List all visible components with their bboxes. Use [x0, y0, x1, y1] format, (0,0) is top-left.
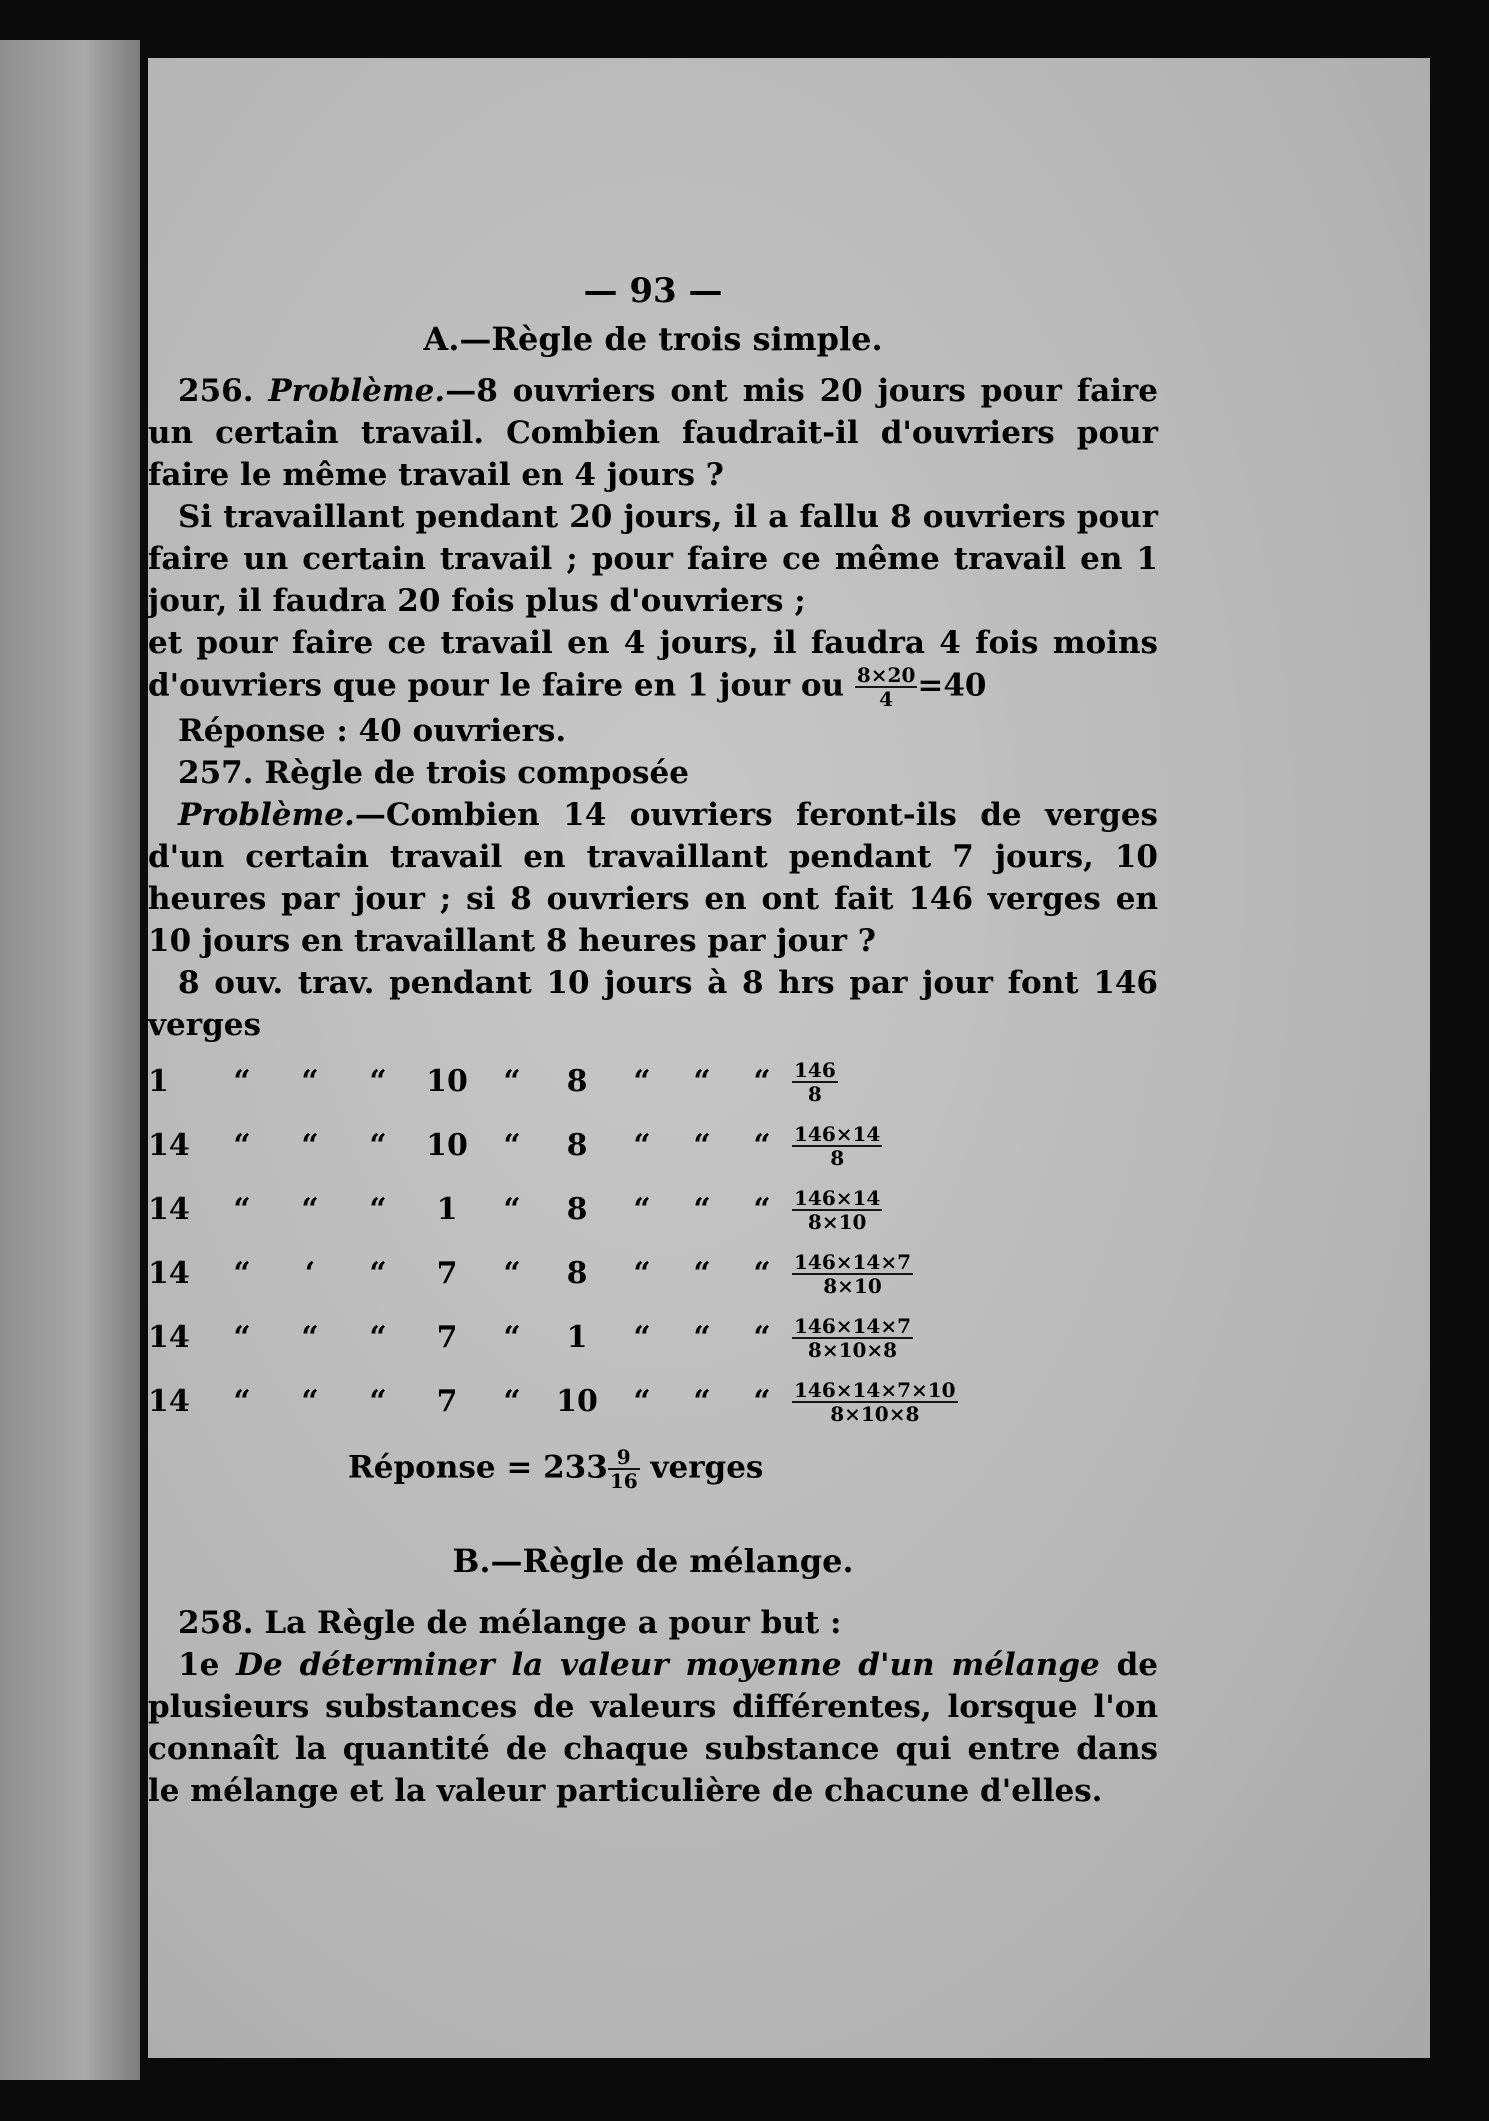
paragraph-256-text: —8 ouvriers ont mis 20 jours pour faire un certain travail. Combien faudrait-il d'ouvriers pour faire le même travail en 4 jours ?: [148, 373, 1158, 493]
row-days: 10: [426, 1064, 468, 1099]
page-content: [148, 270, 1158, 1812]
row-ditto: “: [233, 1256, 251, 1291]
paragraph-257: [148, 794, 1158, 962]
row-ditto: “: [753, 1256, 771, 1291]
row-ditto: “: [753, 1064, 771, 1099]
paragraph-256-label: Problème.: [268, 373, 446, 409]
row-days: 7: [436, 1256, 458, 1291]
row-ditto: “: [301, 1320, 319, 1355]
fraction-numerator: 8×20: [856, 663, 916, 687]
row-workers: 14: [148, 1192, 190, 1227]
paragraph-258-text: La Règle de mélange a pour but :: [264, 1605, 842, 1641]
computation-row: [148, 1114, 1158, 1178]
row-fraction-denominator: 8×10×8: [830, 1402, 920, 1426]
row-ditto: “: [633, 1320, 651, 1355]
row-fraction-cell: [792, 1114, 1158, 1178]
row-fraction-denominator: 8: [807, 1082, 822, 1106]
row-ditto: “: [503, 1256, 521, 1291]
row-fraction: [792, 1379, 958, 1425]
row-days: 1: [436, 1192, 458, 1227]
row-ditto: “: [233, 1128, 251, 1163]
paragraph-256-explanation-1: Si travaillant pendant 20 jours, il a fallu 8 ouvriers pour faire un certain travail ; pour faire ce même travail en 1 jour, il faudra 20 fois plus d'ouvriers ;: [148, 499, 1158, 619]
row-days: 7: [436, 1320, 458, 1355]
row-fraction-cell: [792, 1178, 1158, 1242]
row-workers: 14: [148, 1256, 190, 1291]
section-a-title: A.—Règle de trois simple.: [423, 320, 883, 358]
row-ditto: “: [233, 1384, 251, 1419]
row-fraction-numerator: 146×14×7: [794, 1314, 912, 1338]
paragraph-257-first-line: 8 ouv. trav. pendant 10 jours à 8 hrs par jour font 146 verges: [148, 965, 1158, 1043]
item-1-italic: De déterminer la valeur moyenne d'un mélange: [236, 1647, 1100, 1683]
row-ditto: “: [633, 1128, 651, 1163]
row-ditto: “: [693, 1384, 711, 1419]
row-ditto: “: [233, 1320, 251, 1355]
computation-row: [148, 1242, 1158, 1306]
row-ditto: “: [503, 1064, 521, 1099]
item-1-text: de plusieurs substances de valeurs différentes, lorsque l'on connaît la quantité de chaque substance qui entre dans le mélange et la valeur particulière de chacune d'elles.: [148, 1647, 1158, 1809]
paragraph-257-label: Problème.: [178, 797, 355, 833]
row-fraction-denominator: 8×10: [823, 1274, 882, 1298]
row-hours: 8: [566, 1256, 588, 1291]
row-ditto: “: [301, 1128, 319, 1163]
fraction-denominator: 4: [879, 687, 894, 711]
row-fraction-numerator: 146×14: [794, 1122, 881, 1146]
row-ditto: “: [301, 1192, 319, 1227]
row-ditto: “: [503, 1320, 521, 1355]
row-fraction: [792, 1315, 913, 1361]
paragraph-256-answer: Réponse : 40 ouvriers.: [178, 713, 567, 749]
row-fraction: [792, 1187, 882, 1233]
answer-fraction: [608, 1446, 640, 1492]
row-ditto: “: [693, 1128, 711, 1163]
row-ditto: ‘: [304, 1256, 316, 1291]
row-workers: 14: [148, 1320, 190, 1355]
row-hours: 8: [566, 1128, 588, 1163]
row-ditto: “: [753, 1128, 771, 1163]
row-fraction-denominator: 8: [830, 1146, 845, 1170]
row-ditto: “: [369, 1128, 387, 1163]
paragraph-257-answer: [348, 1446, 1158, 1492]
row-hours: 1: [566, 1320, 588, 1355]
row-ditto: “: [633, 1064, 651, 1099]
row-ditto: “: [503, 1192, 521, 1227]
fraction-8x20-over-4: [855, 664, 918, 710]
paragraph-257-title: Règle de trois composée: [264, 755, 689, 791]
paragraph-258-number: 258.: [178, 1605, 254, 1641]
row-days: 7: [436, 1384, 458, 1419]
row-fraction: [792, 1123, 882, 1169]
row-ditto: “: [233, 1192, 251, 1227]
row-ditto: “: [633, 1192, 651, 1227]
paragraph-257-number: 257.: [178, 755, 254, 791]
fraction-result: =40: [917, 667, 987, 704]
answer-suffix: verges: [639, 1449, 764, 1486]
paragraph-258: [148, 1602, 1158, 1644]
row-ditto: “: [369, 1320, 387, 1355]
row-fraction-cell: [792, 1306, 1158, 1370]
row-ditto: “: [369, 1384, 387, 1419]
row-fraction-denominator: 8×10: [807, 1210, 867, 1234]
row-ditto: “: [693, 1320, 711, 1355]
row-days: 10: [426, 1128, 468, 1163]
row-ditto: “: [301, 1064, 319, 1099]
row-hours: 8: [566, 1192, 588, 1227]
row-workers: 14: [148, 1128, 190, 1163]
row-ditto: “: [369, 1192, 387, 1227]
row-ditto: “: [633, 1384, 651, 1419]
row-ditto: “: [503, 1128, 521, 1163]
row-fraction-numerator: 146×14×7×10: [794, 1378, 956, 1402]
row-fraction-numerator: 146: [794, 1058, 836, 1082]
computation-row: [148, 1370, 1158, 1434]
row-hours: 10: [556, 1384, 598, 1419]
row-fraction-cell: [792, 1050, 1158, 1114]
paragraph-258-item-1: [148, 1644, 1158, 1812]
row-ditto: “: [369, 1064, 387, 1099]
row-fraction-denominator: 8×10×8: [807, 1338, 898, 1362]
row-ditto: “: [693, 1192, 711, 1227]
computation-row: [148, 1306, 1158, 1370]
answer-fraction-denominator: 16: [609, 1469, 638, 1493]
row-fraction: [792, 1059, 838, 1105]
row-workers: 14: [148, 1384, 190, 1419]
row-hours: 8: [566, 1064, 588, 1099]
row-ditto: “: [753, 1320, 771, 1355]
page-number: — 93 —: [583, 271, 723, 311]
computation-row: [148, 1050, 1158, 1114]
row-ditto: “: [233, 1064, 251, 1099]
row-ditto: “: [753, 1192, 771, 1227]
row-ditto: “: [369, 1256, 387, 1291]
section-b-title: B.—Règle de mélange.: [452, 1542, 854, 1580]
row-fraction-numerator: 146×14: [794, 1186, 881, 1210]
paragraph-256-number: 256.: [178, 373, 254, 409]
paragraph-256: [148, 370, 1158, 496]
paragraph-257-text: —Combien 14 ouvriers feront-ils de verges d'un certain travail en travaillant pendant 7 jours, 10 heures par jour ; si 8 ouvriers en ont fait 146 verges en 10 jours en travaillant 8 heures par jour ?: [148, 797, 1158, 959]
row-workers: 1: [148, 1064, 169, 1099]
left-page-edge: [0, 40, 140, 2080]
paragraph-257-heading: [148, 752, 1158, 794]
computation-row: [148, 1178, 1158, 1242]
row-ditto: “: [503, 1384, 521, 1419]
row-fraction-cell: [792, 1242, 1158, 1306]
row-ditto: “: [753, 1384, 771, 1419]
row-ditto: “: [301, 1384, 319, 1419]
answer-prefix: Réponse = 233: [348, 1449, 608, 1486]
row-ditto: “: [693, 1256, 711, 1291]
paragraph-256-explanation-2: [148, 622, 1158, 710]
row-ditto: “: [633, 1256, 651, 1291]
computation-table: [148, 1050, 1158, 1434]
row-ditto: “: [693, 1064, 711, 1099]
row-fraction-numerator: 146×14×7: [794, 1250, 912, 1274]
paragraph-256-explanation-2-text: et pour faire ce travail en 4 jours, il faudra 4 fois moins d'ouvriers que pour le faire en 1 jour ou: [148, 625, 1158, 704]
row-fraction-cell: [792, 1370, 1158, 1434]
item-1-number: 1e: [178, 1647, 220, 1683]
answer-fraction-numerator: 9: [608, 1446, 640, 1470]
row-fraction: [792, 1251, 913, 1297]
